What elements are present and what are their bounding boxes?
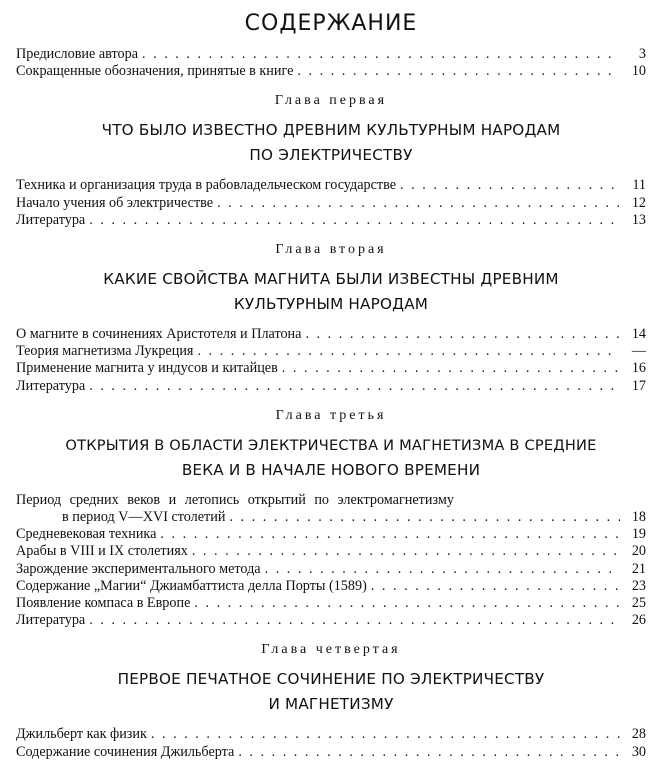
leader-dots [217, 195, 620, 212]
entry-page: 21 [631, 560, 646, 577]
toc-entry[interactable] [16, 612, 646, 629]
entry-label: Литература [16, 211, 86, 228]
leader-dots [371, 578, 620, 595]
entry-label: Предисловие автора [16, 46, 139, 62]
chapter-title-line: ЧТО БЫЛО ИЗВЕСТНО ДРЕВНИМ КУЛЬТУРНЫМ НАРОДАМ [101, 121, 561, 140]
entry-page: 13 [631, 211, 646, 228]
leader-dots [192, 543, 620, 560]
entry-label: Содержание сочинения Джильберта [16, 743, 235, 760]
entry-page: 3 [638, 46, 646, 62]
chapter-title-line: КУЛЬТУРНЫМ НАРОДАМ [233, 295, 429, 314]
chapter-title-line: ОТКРЫТИЯ В ОБЛАСТИ ЭЛЕКТРИЧЕСТВА И МАГНЕТИЗМА В СРЕДНИЕ [65, 436, 597, 454]
entry-page: 19 [631, 526, 646, 543]
toc-entry[interactable] [16, 526, 646, 543]
entry-page: 12 [631, 194, 646, 211]
entry-label: О магните в сочинениях Аристотеля и Платона [16, 326, 302, 343]
toc-entry[interactable] [16, 492, 646, 526]
entry-page: 10 [631, 63, 646, 80]
entry-page: 16 [631, 360, 646, 377]
entry-page: 17 [631, 377, 646, 394]
entry-label: Литература [16, 612, 86, 629]
leader-dots [89, 212, 620, 229]
entry-label: Зарождение экспериментального метода [16, 560, 261, 577]
toc-entry[interactable] [16, 46, 646, 63]
toc-entry[interactable] [16, 561, 646, 578]
toc-entry[interactable] [16, 63, 646, 80]
entry-page: 30 [631, 743, 646, 760]
leader-dots [197, 343, 620, 360]
leader-dots [282, 360, 620, 377]
entry-label: Сокращенные обозначения, принятые в книге [16, 63, 294, 80]
entry-label: Теория магнетизма Лукреция [16, 343, 194, 360]
entry-label: Джильберт как физик [16, 726, 147, 743]
entry-label: Техника и организация труда в рабовладельческом государстве [16, 177, 397, 194]
toc-entry[interactable] [16, 195, 646, 212]
toc-entry[interactable] [16, 326, 646, 343]
toc-entry[interactable] [16, 595, 646, 612]
entry-page: 26 [631, 612, 646, 629]
entry-label: Появление компаса в Европе [16, 595, 191, 612]
chapter-4 [16, 641, 646, 760]
page-title: СОДЕРЖАНИЕ [244, 11, 418, 36]
toc-entry[interactable] [16, 543, 646, 560]
leader-dots [265, 561, 620, 578]
chapter-1 [16, 92, 646, 229]
entry-label-continuation: в период V—XVI столетий [62, 509, 226, 526]
entry-label: Содержание „Магии“ Джиамбаттиста делла Порты (1589) [16, 577, 367, 594]
chapter-3 [16, 407, 646, 630]
entry-label: Средневековая техника [16, 526, 157, 543]
leader-dots [238, 744, 620, 761]
chapter-title-line: КАКИЕ СВОЙСТВА МАГНИТА БЫЛИ ИЗВЕСТНЫ ДРЕВНИМ [103, 270, 559, 289]
entry-label: Период средних веков и летопись открытий по электромагнетизму [16, 491, 454, 508]
entry-label: Применение магнита у индусов и китайцев [16, 360, 278, 377]
entry-page: 23 [631, 577, 646, 594]
toc-entry[interactable] [16, 744, 646, 761]
entry-page: — [631, 343, 646, 360]
toc-entry[interactable] [16, 578, 646, 595]
leader-dots [89, 378, 620, 395]
entry-label: Литература [16, 377, 86, 394]
entry-page: 28 [631, 726, 646, 743]
leader-dots [160, 526, 620, 543]
entry-page: 11 [632, 177, 646, 194]
leader-dots [142, 46, 620, 63]
leader-dots [194, 595, 620, 612]
entry-page: 14 [631, 326, 646, 343]
leader-dots [229, 509, 620, 526]
leader-dots [89, 612, 620, 629]
chapter-title-line: И МАГНЕТИЗМУ [268, 695, 394, 714]
chapter-title-line: ПО ЭЛЕКТРИЧЕСТВУ [249, 146, 413, 165]
entry-label: Начало учения об электричестве [16, 194, 214, 211]
leader-dots [151, 726, 620, 743]
chapter-label: Глава первая [274, 93, 388, 109]
leader-dots [305, 326, 620, 343]
chapter-label: Глава вторая [275, 242, 387, 258]
toc-entry[interactable] [16, 343, 646, 360]
entry-page: 18 [631, 509, 646, 526]
entry-page: 20 [631, 543, 646, 560]
chapter-2 [16, 241, 646, 395]
toc-entry[interactable] [16, 726, 646, 743]
entry-label: Арабы в VIII и IX столетиях [16, 543, 188, 560]
leader-dots [400, 177, 620, 194]
chapter-title-line: ПЕРВОЕ ПЕЧАТНОЕ СОЧИНЕНИЕ ПО ЭЛЕКТРИЧЕСТВУ [117, 670, 545, 689]
chapter-title-line: ВЕКА И В НАЧАЛЕ НОВОГО ВРЕМЕНИ [181, 460, 481, 479]
toc-entry[interactable] [16, 378, 646, 395]
toc-entry[interactable] [16, 360, 646, 377]
leader-dots [297, 63, 620, 80]
front-matter [16, 46, 646, 80]
chapter-label: Глава четвертая [261, 642, 401, 658]
chapter-label: Глава третья [275, 407, 387, 423]
entry-page: 25 [631, 595, 646, 612]
toc-entry[interactable] [16, 177, 646, 194]
toc-entry[interactable] [16, 212, 646, 229]
